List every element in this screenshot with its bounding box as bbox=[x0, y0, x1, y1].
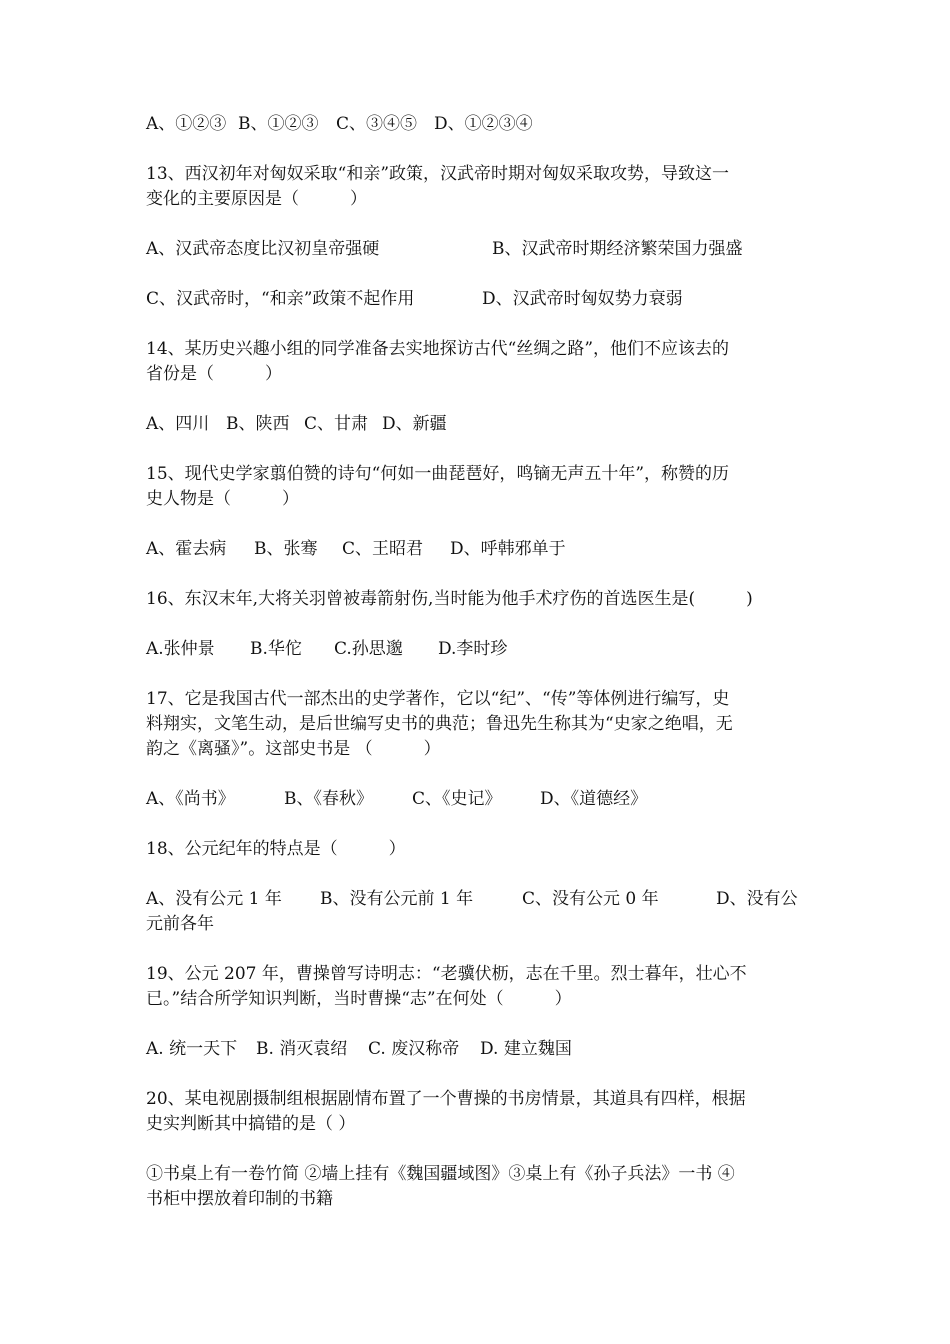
q19-stem-line2: 已。”结合所学知识判断，当时曹操“志”在何处（ ） bbox=[146, 989, 572, 1009]
q16-stem-line1: 16、东汉末年,大将关羽曾被毒箭射伤,当时能为他手术疗伤的首选医生是( ) bbox=[146, 589, 753, 609]
q12-option-c: C、③④⑤ bbox=[336, 114, 418, 134]
q18-option-c: C、没有公元 0 年 bbox=[522, 889, 659, 909]
q19-option-b: B. 消灭袁绍 bbox=[256, 1039, 348, 1059]
question-19 bbox=[146, 962, 808, 1012]
q15-option-b: B、张骞 bbox=[254, 539, 318, 559]
q18-options-row1 bbox=[146, 887, 808, 912]
question-18 bbox=[146, 837, 808, 862]
q15-option-d: D、呼韩邪单于 bbox=[450, 539, 566, 559]
q15-stem-line1: 15、现代史学家翦伯赞的诗句“何如一曲琵琶好，鸣镝无声五十年”，称赞的历 bbox=[146, 464, 730, 484]
question-16 bbox=[146, 587, 808, 612]
q13-option-a: A、汉武帝态度比汉初皇帝强硬 bbox=[146, 239, 380, 259]
q15-option-c: C、王昭君 bbox=[342, 539, 424, 559]
q14-stem-line2: 省份是（ ） bbox=[146, 364, 282, 384]
q17-option-c: C、《史记》 bbox=[412, 789, 502, 809]
q17-option-b: B、《春秋》 bbox=[284, 789, 373, 809]
q12-option-b: B、①②③ bbox=[238, 114, 319, 134]
q18-option-d: D、没有公 bbox=[716, 889, 798, 909]
q13-stem-line2: 变化的主要原因是（ ） bbox=[146, 189, 367, 209]
q12-option-a: A、①②③ bbox=[146, 114, 227, 134]
q17-stem-line2: 料翔实，文笔生动，是后世编写史书的典范；鲁迅先生称其为“史家之绝唱，无 bbox=[146, 714, 733, 734]
q13-option-c: C、汉武帝时，“和亲”政策不起作用 bbox=[146, 289, 415, 309]
q13-option-b: B、汉武帝时期经济繁荣国力强盛 bbox=[492, 239, 743, 259]
q14-option-c: C、甘肃 bbox=[304, 414, 369, 434]
q14-option-a: A、四川 bbox=[146, 414, 210, 434]
q19-stem-line1: 19、公元 207 年，曹操曾写诗明志：“老骥伏枥，志在千里。烈士暮年，壮心不 bbox=[146, 964, 747, 984]
question-17 bbox=[146, 687, 808, 762]
q13-options-row2 bbox=[146, 287, 808, 312]
q16-option-d: D.李时珍 bbox=[438, 639, 508, 659]
question-15 bbox=[146, 462, 808, 512]
q13-stem-line1: 13、西汉初年对匈奴采取“和亲”政策，汉武帝时期对匈奴采取攻势，导致这一 bbox=[146, 164, 730, 184]
q17-option-a: A、《尚书》 bbox=[146, 789, 235, 809]
q13-option-d: D、汉武帝时匈奴势力衰弱 bbox=[482, 289, 683, 309]
q20-stem-line1: 20、某电视剧摄制组根据剧情布置了一个曹操的书房情景，其道具有四样，根据 bbox=[146, 1089, 746, 1109]
q18-stem-line1: 18、公元纪年的特点是（ ） bbox=[146, 839, 406, 859]
q17-stem-line1: 17、它是我国古代一部杰出的史学著作，它以“纪”、“传”等体例进行编写，史 bbox=[146, 689, 730, 709]
question-13 bbox=[146, 162, 808, 212]
q17-options bbox=[146, 787, 808, 812]
exam-page bbox=[146, 112, 808, 1237]
q16-option-a: A.张仲景 bbox=[146, 639, 215, 659]
q15-option-a: A、霍去病 bbox=[146, 539, 227, 559]
q20-items bbox=[146, 1162, 808, 1212]
q16-option-c: C.孙思邈 bbox=[334, 639, 403, 659]
q19-option-a: A. 统一天下 bbox=[146, 1039, 238, 1059]
q16-options bbox=[146, 637, 808, 662]
q20-items-line1: ①书桌上有一卷竹简 ②墙上挂有《魏国疆域图》③桌上有《孙子兵法》一书 ④ bbox=[146, 1164, 735, 1184]
q18-options-row2: 元前各年 bbox=[146, 914, 214, 934]
q14-option-d: D、新疆 bbox=[382, 414, 447, 434]
q18-option-a: A、没有公元 1 年 bbox=[146, 889, 282, 909]
q18-option-b: B、没有公元前 1 年 bbox=[320, 889, 474, 909]
q19-option-d: D. 建立魏国 bbox=[480, 1039, 572, 1059]
q20-stem-line2: 史实判断其中搞错的是（ ） bbox=[146, 1114, 356, 1134]
q14-options bbox=[146, 412, 808, 437]
q18-options bbox=[146, 887, 808, 937]
q15-options bbox=[146, 537, 808, 562]
q16-option-b: B.华佗 bbox=[250, 639, 302, 659]
q17-stem-line3: 韵之《离骚》”。这部史书是 （ ） bbox=[146, 739, 441, 759]
q13-options-row1 bbox=[146, 237, 808, 262]
q12-options bbox=[146, 112, 808, 137]
q14-stem-line1: 14、某历史兴趣小组的同学准备去实地探访古代“丝绸之路”，他们不应该去的 bbox=[146, 339, 730, 359]
question-20 bbox=[146, 1087, 808, 1137]
q20-items-line2: 书柜中摆放着印制的书籍 bbox=[146, 1189, 333, 1209]
question-14 bbox=[146, 337, 808, 387]
q19-options bbox=[146, 1037, 808, 1062]
q12-option-d: D、①②③④ bbox=[434, 114, 533, 134]
q19-option-c: C. 废汉称帝 bbox=[368, 1039, 460, 1059]
q14-option-b: B、陕西 bbox=[226, 414, 290, 434]
q17-option-d: D、《道德经》 bbox=[540, 789, 648, 809]
q15-stem-line2: 史人物是（ ） bbox=[146, 489, 299, 509]
